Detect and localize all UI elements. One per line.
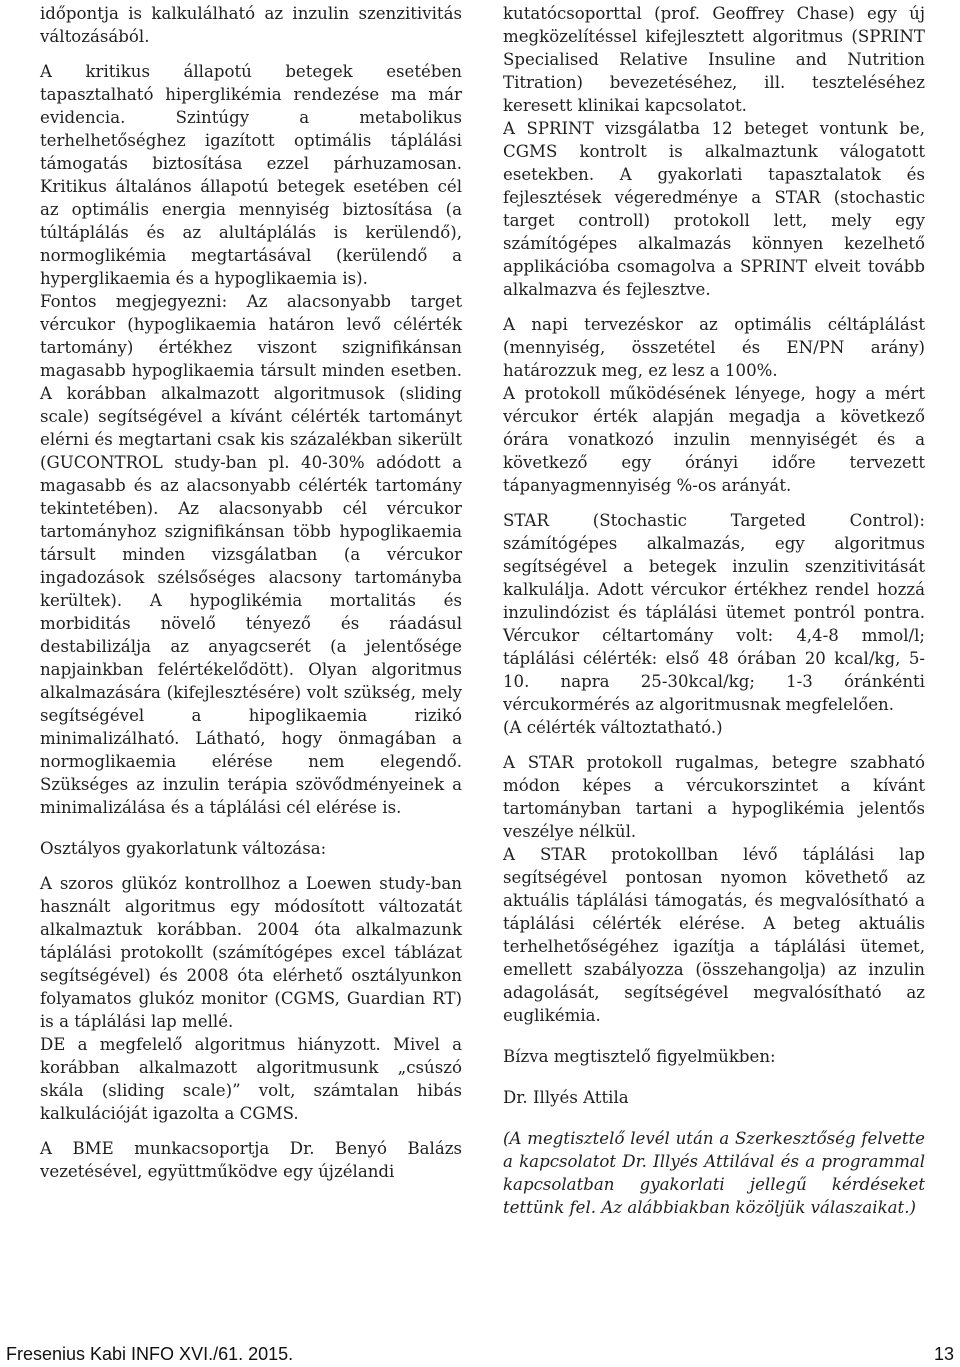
paragraph: (A célérték változtatható.) [503, 718, 723, 737]
paragraph: A kritikus állapotú betegek esetében tapasztalható hiperglikémia rendezése ma már evidencia. Szintúgy a metabolikus terhelhetőséghez igazított optimális táplálási támogatás biztosítása ezzel párhuzamosan. Kritikus általános állapotú betegek esetében cél az optimális energia mennyiség biztosítása (a túltáplálás és az alultáplálás is kerülendő), normoglikémia megtartásával (kerülendő a hyperglikaemia és a hypoglikaemia is). [40, 62, 462, 288]
left-column [40, 2, 462, 1183]
paragraph: A protokoll működésének lényege, hogy a mért vércukor érték alapján megadja a következő órára vonatkozó inzulin mennyiségét és a következő egy órányi időre tervezett tápanyagmennyiség %-os arányát. [503, 384, 925, 495]
paragraph: A napi tervezéskor az optimális céltáplálást (mennyiség, összetétel és EN/PN arány) határozzuk meg, ez lesz a 100%. [503, 315, 925, 380]
paragraph: A BME munkacsoportja Dr. Benyó Balázs vezetésével, együttműködve egy újzélandi [40, 1139, 462, 1181]
paragraph: A STAR protokoll rugalmas, betegre szabható módon képes a vércukorszintet a kívánt tartományban tartani a hypoglikémia jelentős veszélye nélkül. [503, 753, 925, 841]
author-signature: Dr. Illyés Attila [503, 1088, 629, 1107]
paragraph: STAR (Stochastic Targeted Control): számítógépes alkalmazás, egy algoritmus segítségével a betegek inzulin szenzitivitását kalkulálja. Adott vércukor értékhez rendel hozzá inzulindózist és táplálási ütemet pontról pontra. Vércukor céltartomány volt: 4,4-8 mmol/l; táplálási célérték: első 48 órában 20 kcal/kg, 5-10. napra 25-30kcal/kg; 1-3 óránkénti vércukormérés az algoritmusnak megfelelően. [503, 511, 925, 714]
paragraph: A szoros glükóz kontrollhoz a Loewen study-ban használt algoritmus egy módosított változatát alkalmaztuk korábban. 2004 óta alkalmazunk táplálási protokollt (számítógépes excel táblázat segítségével) és 2008 óta elérhető osztályunkon folyamatos glukóz monitor (CGMS, Guardian RT) is a táplálási lap mellé. [40, 874, 462, 1031]
editorial-note: (A megtisztelő levél után a Szerkesztőség felvette a kapcsolatot Dr. Illyés Attilával és a programmal kapcsolatban gyakorlati jellegű kérdéseket tettünk fel. Az alábbiakban közöljük válaszaikat.) [503, 1129, 925, 1217]
section-heading: Osztályos gyakorlatunk változása: [40, 839, 327, 858]
closing-line: Bízva megtisztelő figyelmükben: [503, 1047, 776, 1066]
page-number: 13 [933, 1344, 954, 1364]
right-column [503, 2, 925, 1219]
paragraph: DE a megfelelő algoritmus hiányzott. Mivel a korábban alkalmazott algoritmusunk „csúszó skála (sliding scale)” volt, számtalan hibás kalkulációját igazolta a CGMS. [40, 1035, 462, 1123]
paragraph: A STAR protokollban lévő táplálási lap segítségével pontosan nyomon követhető az aktuális táplálási támogatás, és megvalósítható a táplálási célérték elérése. A beteg aktuális terhelhetőségéhez igazítja a táplálási ütemet, emellett szabályozza (összehangolja) az inzulin adagolását, segítségével megvalósítható az euglikémia. [503, 845, 925, 1025]
paragraph: kutatócsoporttal (prof. Geoffrey Chase) egy új megközelítéssel kifejlesztett algoritmus (SPRINT Specialised Relative Insuline and Nutrition Titration) bevezetéséhez, ill. teszteléséhez keresett klinikai kapcsolatot. [503, 4, 925, 115]
paragraph: időpontja is kalkulálható az inzulin szenzitivitás változásából. [40, 4, 462, 46]
paragraph: A SPRINT vizsgálatba 12 beteget vontunk be, CGMS kontrolt is alkalmaztunk válogatott esetekben. A gyakorlati tapasztalatok és fejlesztések végeredménye a STAR (stochastic target controll) protokoll lett, mely egy számítógépes alkalmazás könnyen kezelhető applikációba csomagolva a SPRINT elveit tovább alkalmazva és fejlesztve. [503, 119, 925, 299]
paragraph: Fontos megjegyezni: Az alacsonyabb target vércukor (hypoglikaemia határon levő célérték tartomány) értékhez viszont szignifikánsan magasabb hypoglikaemia társult minden esetben. A korábban alkalmazott algoritmusok (sliding scale) segítségével a kívánt célérték tartományt elérni és megtartani csak kis százalékban sikerült (GUCONTROL study-ban pl. 40-30% adódott a magasabb és az alacsonyabb célérték tartomány tekintetében). Az alacsonyabb cél vércukor tartományhoz szignifikánsan több hypoglikaemia társult minden vizsgálatban (a vércukor ingadozások szélsőséges alacsony tartományba kerültek). A hypoglikémia mortalitás és morbiditás növelő tényező és ráadásul destabilizálja az anyagcserét (a jelentősége napjainkban felértékelődött). Olyan algoritmus alkalmazására (kifejlesztésére) volt szükség, mely segítségével a hipoglikaemia rizikó minimalizálható. Látható, hogy önmagában a normoglikaemia elérése nem elegendő. Szükséges az inzulin terápia szövődményeinek a minimalizálása és a táplálási cél elérése is. [40, 292, 462, 817]
page-footer [0, 1344, 960, 1367]
publication-info: Fresenius Kabi INFO XVI./61. 2015. [6, 1344, 294, 1364]
